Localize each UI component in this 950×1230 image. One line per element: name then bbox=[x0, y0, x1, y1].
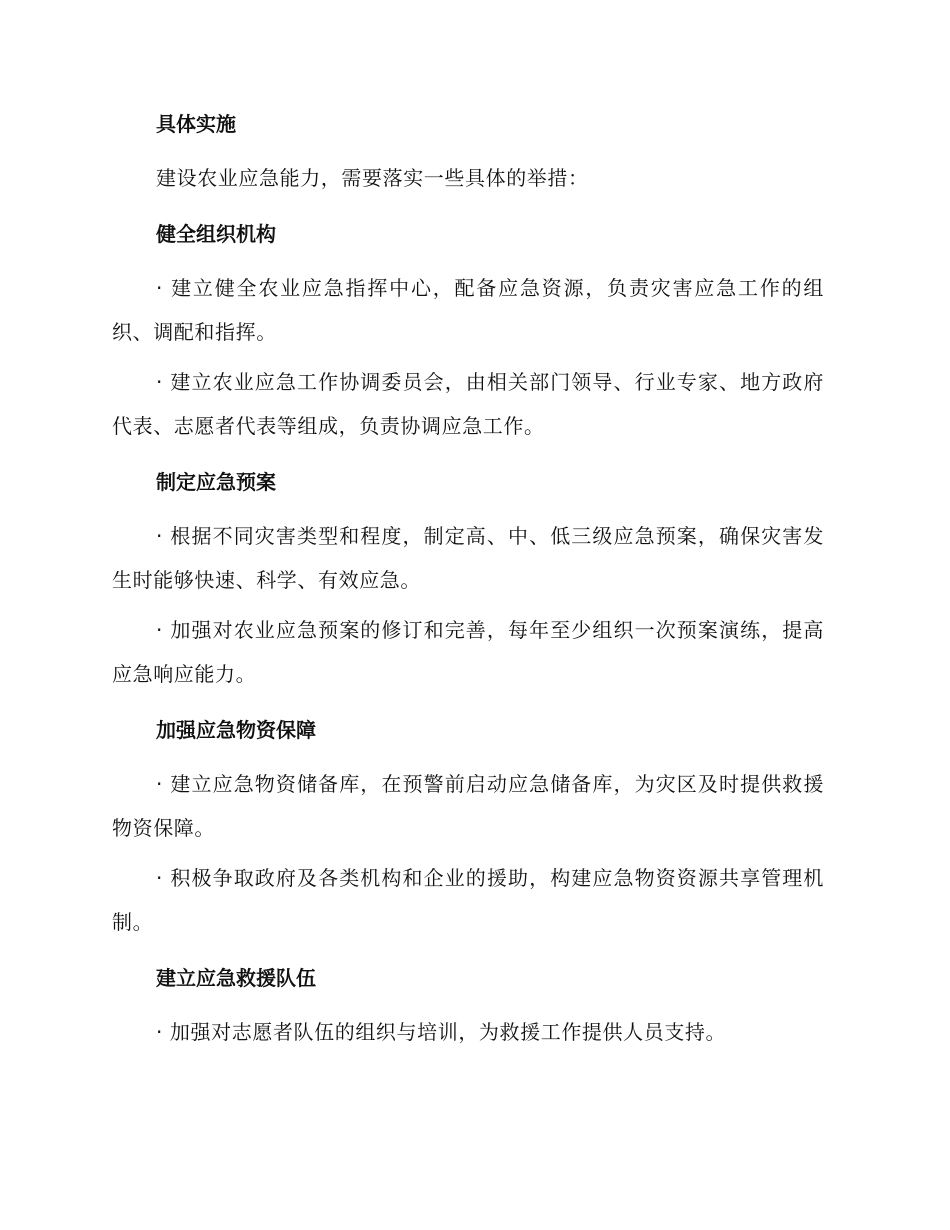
section-heading: 具体实施 bbox=[156, 112, 236, 136]
bullet-paragraph: · 积极争取政府及各类机构和企业的援助，构建应急物资资源共享管理机制。 bbox=[112, 866, 824, 934]
document-body bbox=[112, 108, 824, 1054]
bullet-paragraph: · 加强对农业应急预案的修订和完善，每年至少组织一次预案演练，提高应急响应能力。 bbox=[112, 618, 824, 686]
bullet-paragraph: · 根据不同灾害类型和程度，制定高、中、低三级应急预案，确保灾害发生时能够快速、科学、有效应急。 bbox=[112, 524, 824, 592]
bullet-paragraph: · 建立应急物资储备库，在预警前启动应急储备库，为灾区及时提供救援物资保障。 bbox=[112, 772, 824, 840]
section-heading: 加强应急物资保障 bbox=[156, 718, 316, 742]
section-heading: 健全组织机构 bbox=[156, 222, 276, 246]
paragraph: 建设农业应急能力，需要落实一些具体的举措： bbox=[156, 166, 589, 190]
section-heading: 建立应急救援队伍 bbox=[156, 966, 316, 990]
bullet-paragraph: · 加强对志愿者队伍的组织与培训，为救援工作提供人员支持。 bbox=[156, 1020, 727, 1044]
bullet-paragraph: · 建立农业应急工作协调委员会，由相关部门领导、行业专家、地方政府代表、志愿者代表等组成，负责协调应急工作。 bbox=[112, 370, 824, 438]
section-heading: 制定应急预案 bbox=[156, 470, 276, 494]
bullet-paragraph: · 建立健全农业应急指挥中心，配备应急资源，负责灾害应急工作的组织、调配和指挥。 bbox=[112, 276, 824, 344]
